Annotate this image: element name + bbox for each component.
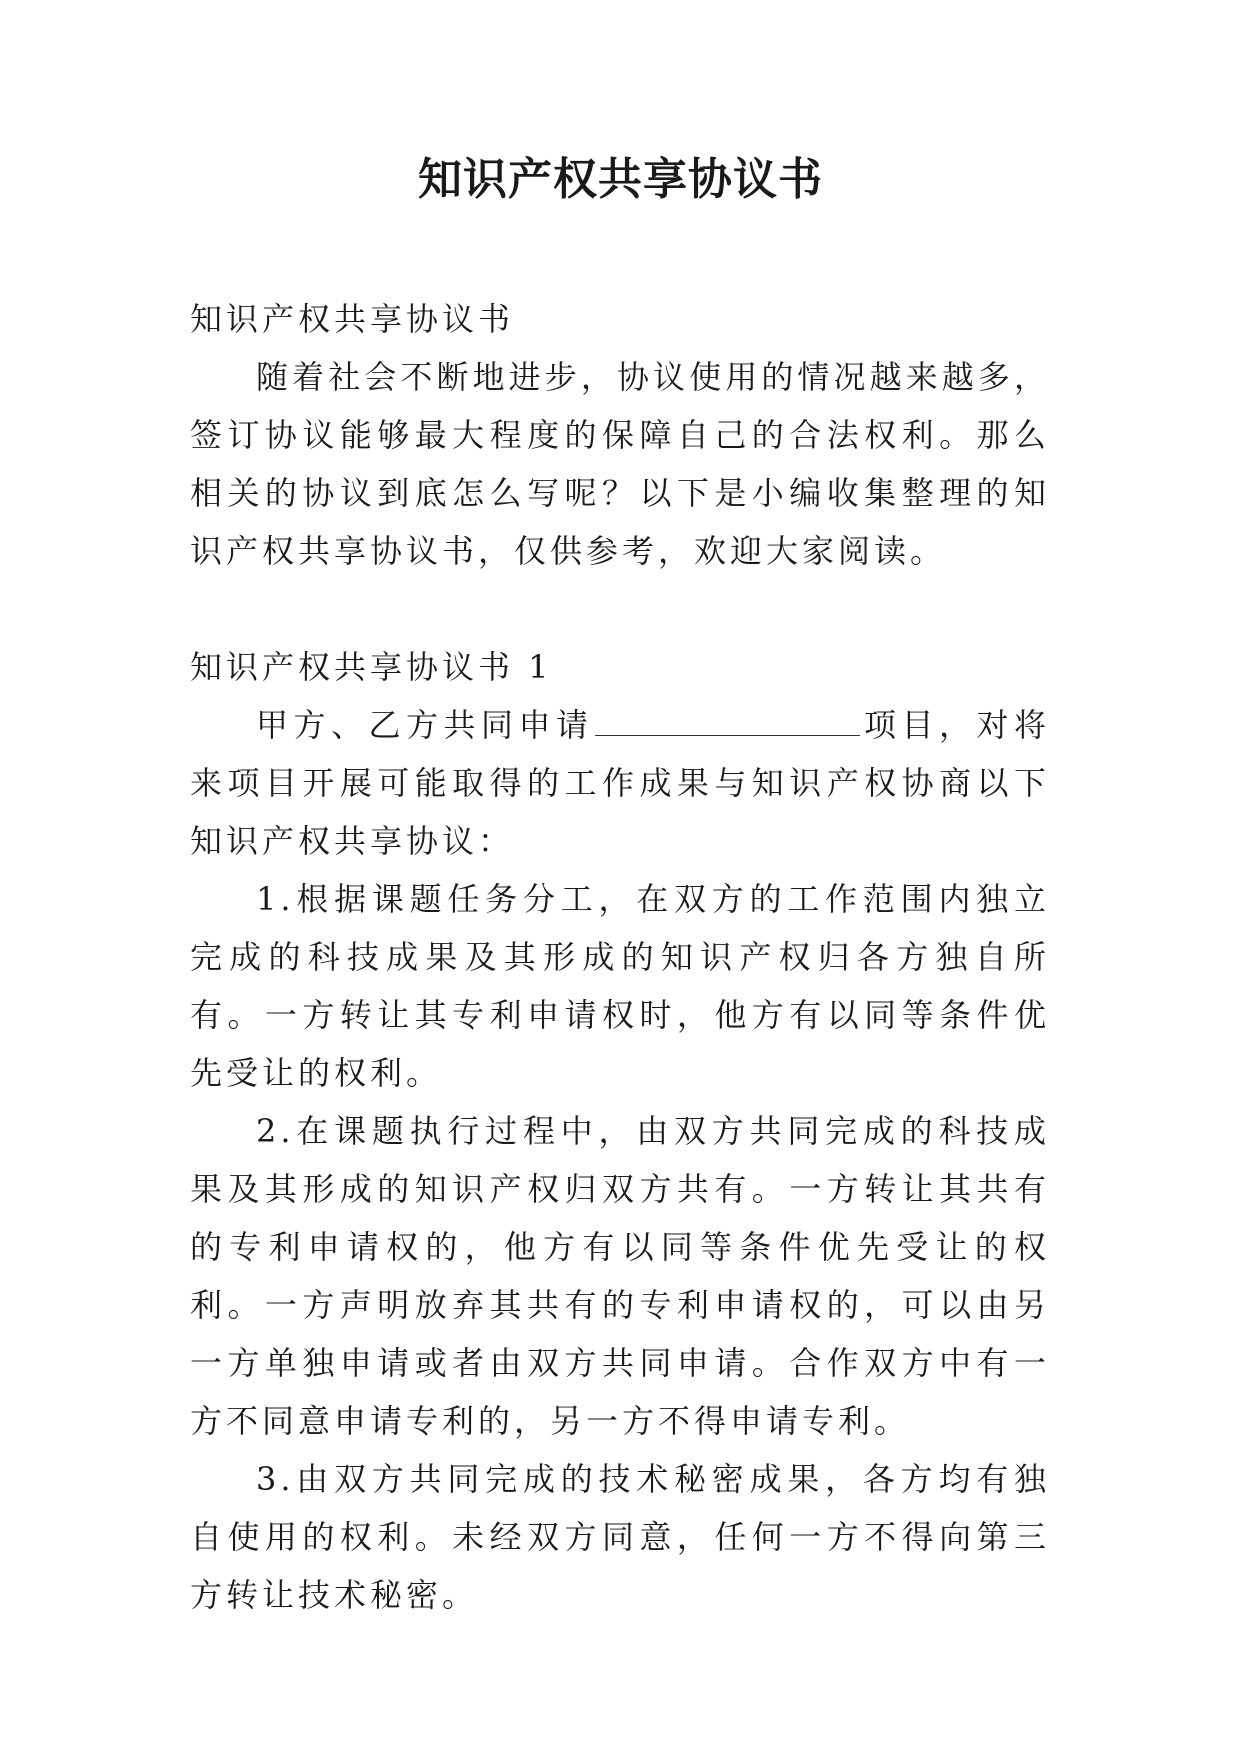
paragraph-gap xyxy=(190,580,1050,638)
document-heading: 知识产权共享协议书 xyxy=(190,300,515,338)
project-text-before: 甲方、乙方共同申请 xyxy=(256,706,594,744)
section-title: 知识产权共享协议书 1 xyxy=(190,648,553,686)
project-paragraph xyxy=(190,696,1050,870)
document-title: 知识产权共享协议书 xyxy=(418,154,823,205)
clause-1: 1.根据课题任务分工，在双方的工作范围内独立完成的科技成果及其形成的知识产权归各方独自所有。一方转让其专利申请权时，他方有以同等条件优先受让的权利。 xyxy=(190,880,1050,1092)
document-body xyxy=(190,290,1050,1624)
project-text-after: 项目，对将来项目开展可能取得的工作成果与知识产权协商以下知识产权共享协议： xyxy=(190,706,1050,860)
intro-paragraph: 随着社会不断地进步，协议使用的情况越来越多，签订协议能够最大程度的保障自己的合法权利。那么相关的协议到底怎么写呢？以下是小编收集整理的知识产权共享协议书，仅供参考，欢迎大家阅读。 xyxy=(190,358,1050,570)
clause-3: 3.由双方共同完成的技术秘密成果，各方均有独自使用的权利。未经双方同意，任何一方不得向第三方转让技术秘密。 xyxy=(190,1460,1050,1614)
project-name-blank[interactable] xyxy=(595,699,860,736)
clause-2: 2.在课题执行过程中，由双方共同完成的科技成果及其形成的知识产权归双方共有。一方转让其共有的专利申请权的，他方有以同等条件优先受让的权利。一方声明放弃其共有的专利申请权的，可以由另一方单独申请或者由双方共同申请。合作双方中有一方不同意申请专利的，另一方不得申请专利。 xyxy=(190,1112,1050,1440)
